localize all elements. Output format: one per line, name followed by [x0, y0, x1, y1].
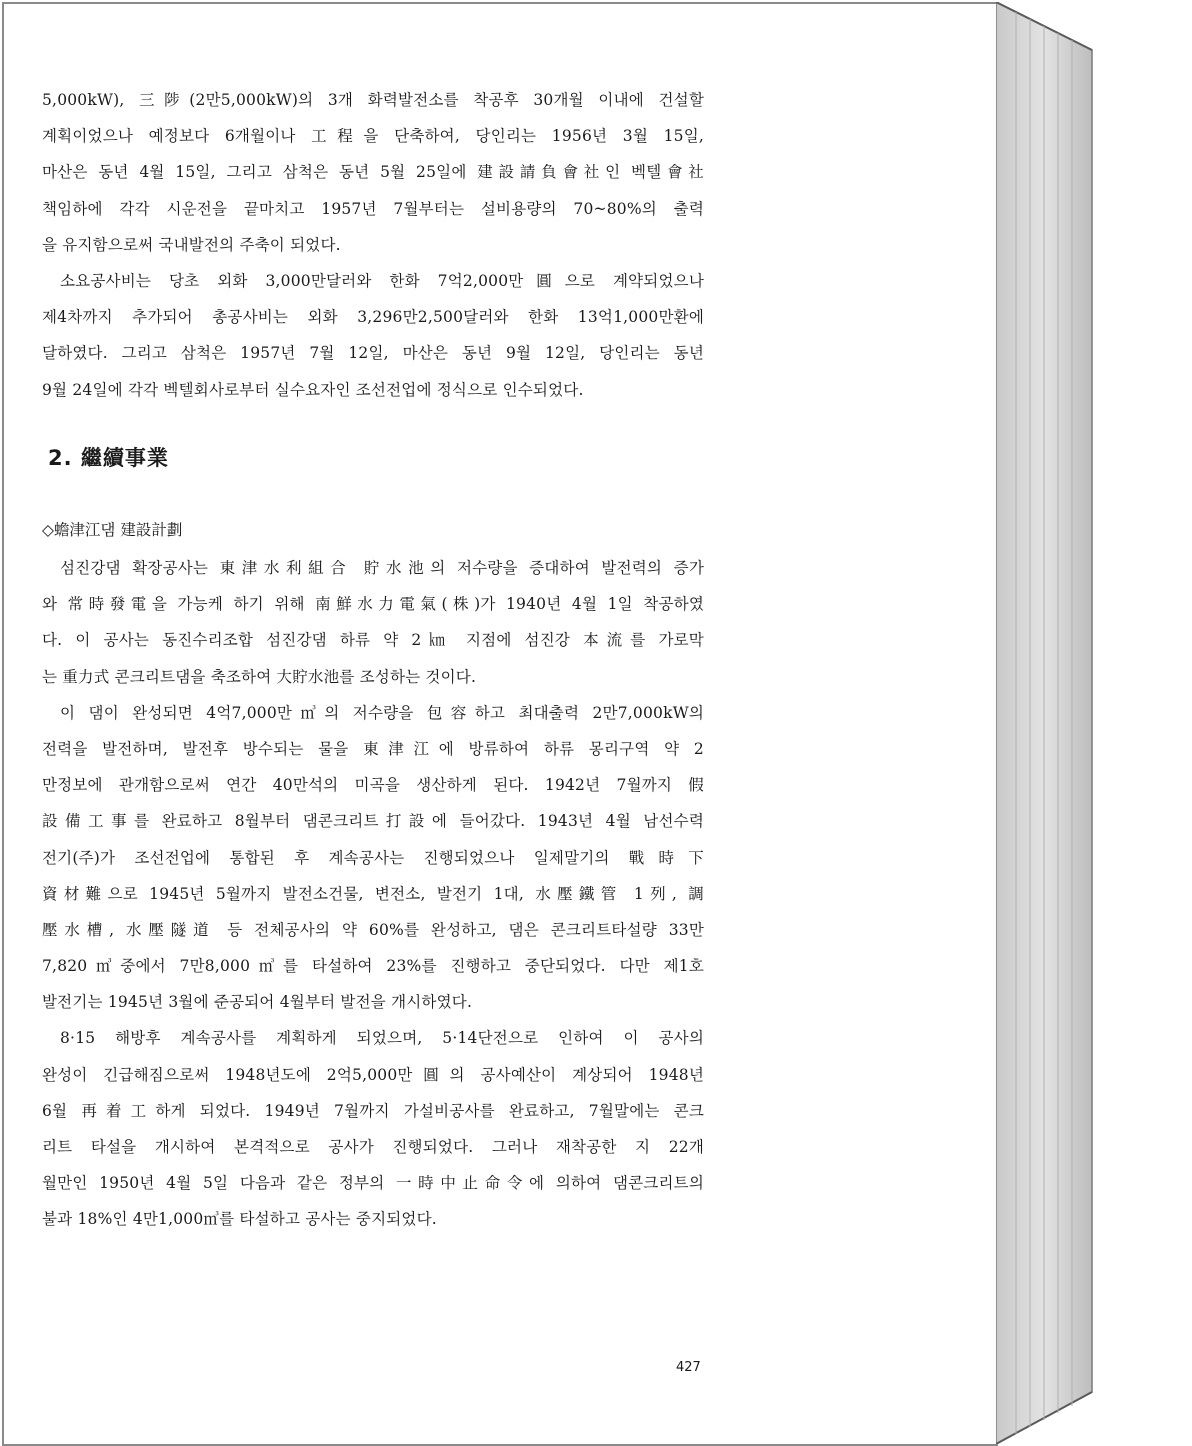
paragraph-line: 책임하에 각각 시운전을 끝마치고 1957년 7월부터는 설비용량의 70~80%의 출력 [42, 199, 704, 218]
paragraph-line: 제4차까지 추가되어 총공사비는 외화 3,296만2,500달러와 한화 13억1,000만환에 [42, 308, 704, 327]
paragraph-line: 5,000kW), 三陟(2만5,000kW)의 3개 화력발전소를 착공후 30개월 이내에 건설할 [42, 91, 704, 109]
paragraph-line: 다. 이 공사는 동진수리조합 섬진강댐 하류 약 2㎞ 지점에 섬진강 本流를 가로막 [42, 631, 704, 650]
paragraph-line: 소요공사비는 당초 외화 3,000만달러와 한화 7억2,000만圓으로 계약되었으나 [60, 271, 704, 290]
paragraph-line: 월만인 1950년 4월 5일 다음과 같은 정부의 一時中止命令에 의하여 댐콘크리트의 [42, 1174, 704, 1193]
paragraph-line: 壓水槽, 水壓隧道 등 전체공사의 약 60%를 완성하고, 댐은 콘크리트타설량 33만 [42, 920, 704, 939]
paragraph-line: 전력을 발전하며, 발전후 방수되는 물을 東津江에 방류하여 하류 몽리구역 약 2 [42, 739, 704, 758]
paragraph-line: 계획이었으나 예정보다 6개월이나 工程을 단축하여, 당인리는 1956년 3월 15일, [42, 127, 704, 146]
paragraph-line: 와 常時發電을 가능케 하기 위해 南鮮水力電氣(株)가 1940년 4월 1일 착공하였 [42, 595, 704, 614]
paragraph-line: 이 댐이 완성되면 4억7,000만㎥의 저수량을 包容하고 최대출력 2만7,000kW의 [60, 703, 704, 722]
paragraph-line: 設備工事를 완료하고 8월부터 댐콘크리트打設에 들어갔다. 1943년 4월 남선수력 [42, 812, 704, 831]
paragraph-line: 발전기는 1945년 3월에 준공되어 4월부터 발전을 개시하였다. [42, 993, 473, 1012]
subsection-heading: ◇蟾津江댐 建設計劃 [42, 521, 183, 539]
paragraph-line: 만정보에 관개함으로써 연간 40만석의 미곡을 생산하게 된다. 1942년 7월까지 假 [42, 776, 704, 795]
text-block-bottom [42, 550, 704, 1238]
book-page-edges [996, 2, 1094, 1444]
paragraph-line: 7,820㎥중에서 7만8,000㎥를 타설하여 23%를 진행하고 중단되었다. 다만 제1호 [42, 957, 704, 976]
paragraph-line: 6월 再着工하게 되었다. 1949년 7월까지 가설비공사를 완료하고, 7월말에는 콘크 [42, 1101, 704, 1120]
page-number: 427 [676, 1360, 701, 1375]
paragraph-line: 을 유지함으로써 국내발전의 주축이 되었다. [42, 235, 341, 254]
paragraph-line: 불과 18%인 4만1,000㎥를 타설하고 공사는 중지되었다. [42, 1210, 437, 1229]
paragraph-line: 완성이 긴급해짐으로써 1948년도에 2억5,000만圓의 공사예산이 계상되어 1948년 [42, 1065, 704, 1084]
paragraph-line: 資材難으로 1945년 5월까지 발전소건물, 변전소, 발전기 1대, 水壓鐵管 1列, 調 [42, 884, 704, 903]
section-heading: 2. 繼續事業 [48, 446, 169, 470]
paragraph-line: 8·15 해방후 계속공사를 계획하게 되었으며, 5·14단전으로 인하여 이 공사의 [60, 1029, 704, 1048]
paragraph-line: 전기(주)가 조선전업에 통합된 후 계속공사는 진행되었으나 일제말기의 戰時下 [42, 848, 704, 867]
paragraph-line: 리트 타설을 개시하여 본격적으로 공사가 진행되었다. 그러나 재착공한 지 22개 [42, 1138, 704, 1156]
paragraph-line: 9월 24일에 각각 벡텔회사로부터 실수요자인 조선전업에 정식으로 인수되었다. [42, 380, 584, 399]
page-sheet [2, 2, 998, 1446]
paragraph-line: 마산은 동년 4월 15일, 그리고 삼척은 동년 5월 25일에 建設請負會社인 벡텔會社 [42, 163, 704, 182]
paragraph-line: 는 重力式 콘크리트댐을 축조하여 大貯水池를 조성하는 것이다. [42, 667, 477, 686]
paragraph-line: 달하였다. 그리고 삼척은 1957년 7월 12일, 마산은 동년 9월 12일, 당인리는 동년 [42, 344, 704, 363]
paragraph-line: 섬진강댐 확장공사는 東津水利組合 貯水池의 저수량을 증대하여 발전력의 증가 [60, 559, 704, 577]
text-block-top [42, 82, 704, 408]
